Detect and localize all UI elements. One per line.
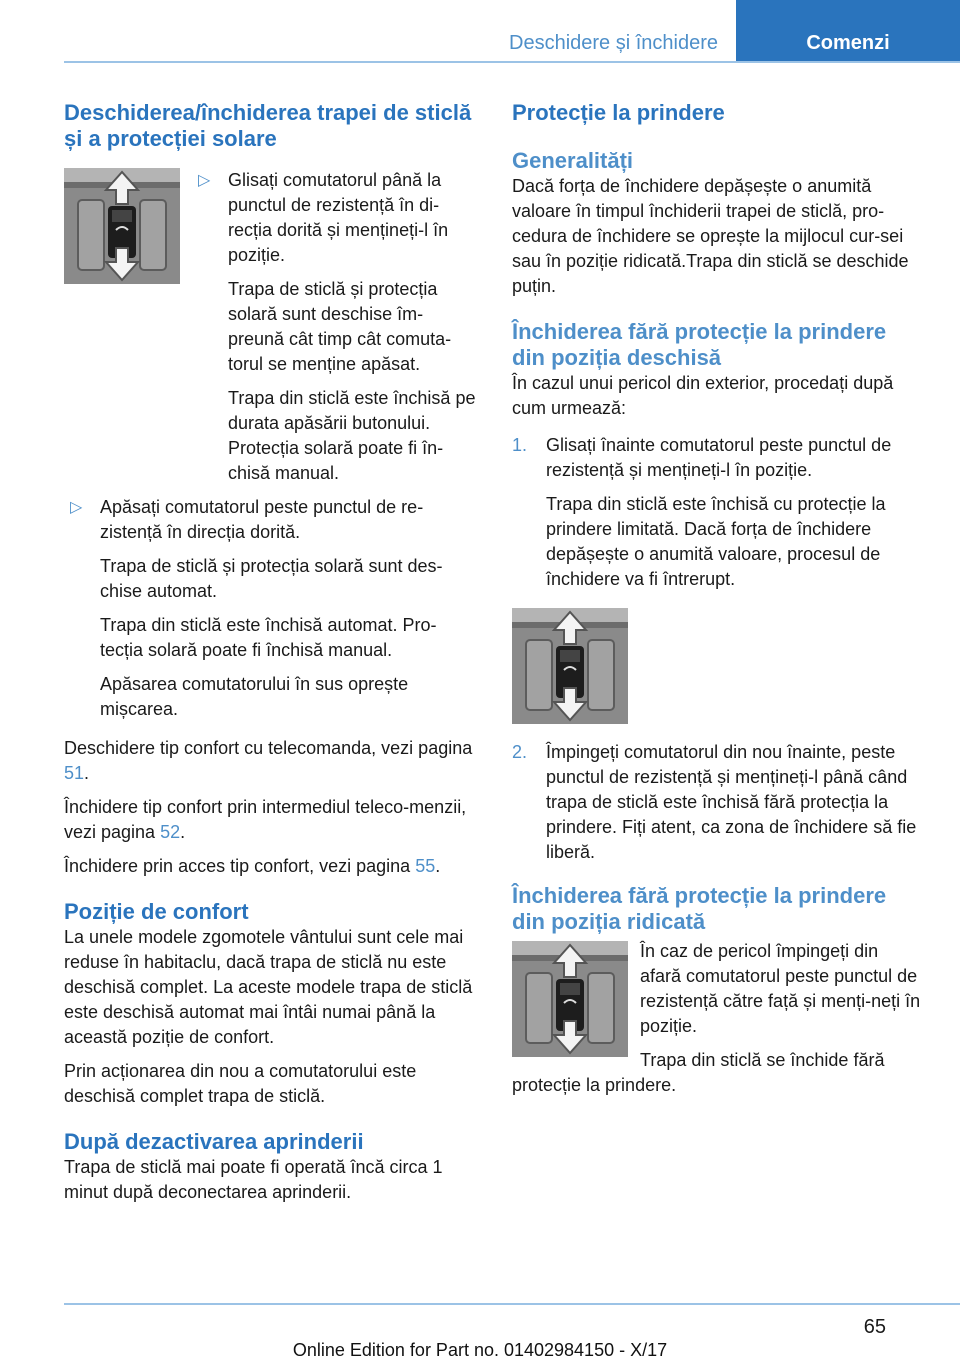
paragraph: Împingeți comutatorul din nou înainte, peste punctul de rezistență și mențineți-l până când trapa de sticlă este închisă fără protecția la prindere. Fiți atent, ca zona de închidere să fie liberă. bbox=[546, 742, 917, 862]
header-chapter-tab: Comenzi bbox=[736, 0, 960, 62]
section-heading-ignition: După dezactivarea aprinderii bbox=[64, 1129, 364, 1154]
page-link[interactable]: 55 bbox=[415, 856, 436, 876]
paragraph: În caz de pericol împingeți din afară comutatorul peste punctul de rezistență către față și menți‐neți în poziție. bbox=[640, 941, 921, 1036]
roof-switch-illustration bbox=[512, 941, 628, 1057]
paragraph: Trapa din sticlă este închisă automat. Pro‐tecția solară poate fi închisă manual. bbox=[100, 615, 437, 660]
page-header bbox=[0, 0, 960, 62]
section-heading-sunroof: Deschiderea/închiderea trapei de sticlă și a protecției solare bbox=[64, 100, 472, 151]
page-link[interactable]: 52 bbox=[160, 822, 181, 842]
subheading-close-raised: Închiderea fără protecție la prindere din poziția ridicată bbox=[512, 883, 887, 934]
footer-divider bbox=[64, 1303, 960, 1305]
step-number: 1. bbox=[512, 435, 528, 455]
paragraph: Apăsați comutatorul peste punctul de re‐zistență în direcția dorită. bbox=[100, 497, 424, 542]
page-link[interactable]: 51 bbox=[64, 763, 85, 783]
list-item bbox=[512, 433, 924, 592]
paragraph: Trapa de sticlă mai poate fi operată încă circa 1 minut după deconectarea aprinderii. bbox=[64, 1157, 443, 1202]
footer-edition-text: Online Edition for Part no. 01402984150 - X/17 bbox=[292, 1340, 668, 1360]
paragraph: Deschidere tip confort cu telecomanda, vezi pagina 51. bbox=[64, 738, 473, 783]
left-column bbox=[64, 100, 478, 1214]
bullet-triangle-icon: ▷ bbox=[198, 172, 211, 189]
roof-switch-illustration bbox=[512, 608, 628, 724]
paragraph: Trapa de sticlă și protecția solară sunt des‐chise automat. bbox=[100, 556, 443, 601]
page-number: 65 bbox=[863, 1316, 886, 1338]
list-item bbox=[192, 168, 478, 486]
paragraph: La unele modele zgomotele vântului sunt cele mai reduse în habitaclu, dacă trapa de sticlă nu este deschisă complet. La aceste modele trapa de sticlă este deschisă automat mai întâi numai până la această poziție de confort. bbox=[64, 927, 473, 1047]
paragraph: Trapa de sticlă și protecția solară sunt deschise îm‐preună cât timp cât comuta‐torul se menține apăsat. bbox=[228, 279, 452, 374]
paragraph: Trapa din sticlă se închide fără protecție la prindere. bbox=[512, 1050, 885, 1095]
roof-switch-illustration bbox=[64, 168, 180, 284]
paragraph: Trapa din sticlă este închisă cu protecție la prindere limitată. Dacă forța de închidere depășește o anumită valoare, procesul de închidere va fi întrerupt. bbox=[546, 494, 886, 589]
section-heading-pinch-protection: Protecție la prindere bbox=[512, 100, 725, 125]
paragraph: Prin acționarea din nou a comutatorului este deschisă complet trapa de sticlă. bbox=[64, 1061, 417, 1106]
paragraph: Glisați înainte comutatorul peste punctul de rezistență și mențineți-l în poziție. bbox=[546, 435, 892, 480]
right-column bbox=[512, 100, 924, 1107]
subheading-general: Generalități bbox=[512, 148, 634, 173]
header-section-title: Deschidere și închidere bbox=[509, 32, 718, 54]
paragraph: Închidere prin acces tip confort, vezi pagina 55. bbox=[64, 856, 441, 876]
header-divider bbox=[64, 61, 960, 63]
bullet-triangle-icon: ▷ bbox=[70, 499, 83, 516]
paragraph: Glisați comutatorul până la punctul de rezistență în di‐recția dorită și mențineți-l în poziție. bbox=[228, 170, 449, 265]
list-item bbox=[64, 495, 478, 722]
paragraph: Apăsarea comutatorului în sus oprește mișcarea. bbox=[100, 674, 409, 719]
paragraph: Dacă forța de închidere depășește o anumită valoare în timpul închiderii trapei de sticlă, pro‐cedura de închidere se oprește la mijlocul cur‐sei sau în poziție ridicată.Trapa din sticlă se deschide puțin. bbox=[512, 176, 909, 296]
subheading-close-open: Închiderea fără protecție la prindere din poziția deschisă bbox=[512, 319, 887, 370]
paragraph: Închidere tip confort prin intermediul teleco‐menzii, vezi pagina 52. bbox=[64, 797, 467, 842]
section-heading-comfort: Poziție de confort bbox=[64, 899, 249, 924]
step-number: 2. bbox=[512, 742, 528, 762]
paragraph: Trapa din sticlă este închisă pe durata apăsării butonului. Protecția solară poate fi în‐chisă manual. bbox=[228, 388, 476, 483]
paragraph: În cazul unui pericol din exterior, procedați după cum urmează: bbox=[512, 373, 894, 418]
list-item bbox=[512, 740, 924, 865]
